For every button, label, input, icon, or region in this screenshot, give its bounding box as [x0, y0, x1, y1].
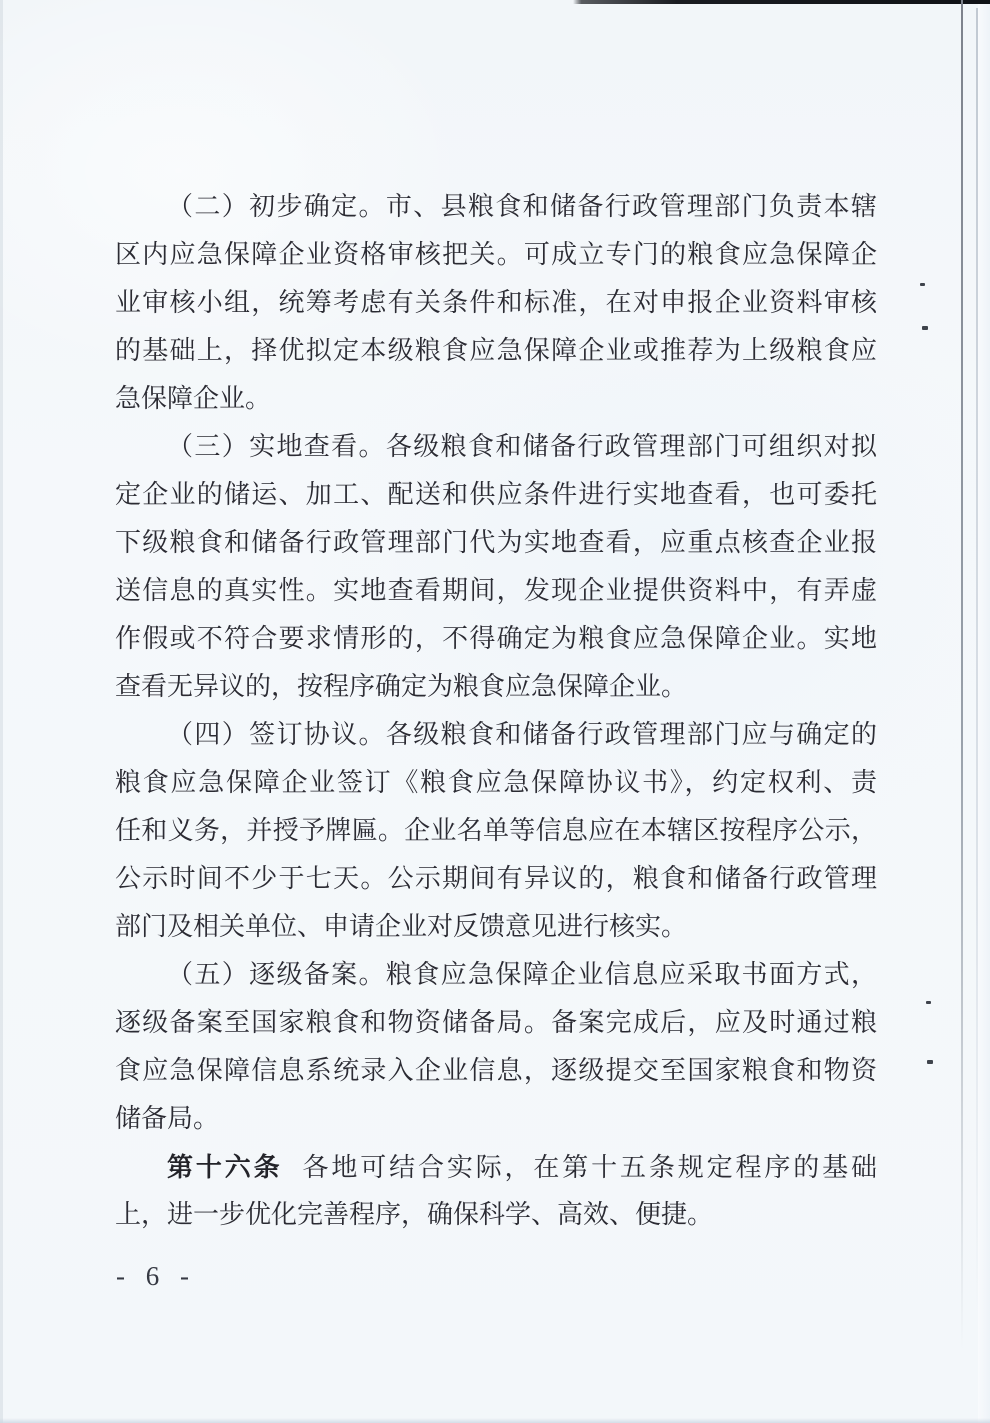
text-line: 下级粮食和储备行政管理部门代为实地查看，应重点核查企业报: [115, 528, 877, 557]
scan-edge-left: [0, 0, 3, 1423]
text-line: 任和义务，并授予牌匾。企业名单等信息应在本辖区按程序公示，: [115, 816, 877, 845]
text-line: [115, 1143, 877, 1191]
text-line: 食应急保障信息系统录入企业信息，逐级提交至国家粮食和物资: [115, 1056, 877, 1085]
text-line: 粮食应急保障企业签订《粮食应急保障协议书》，约定权利、责: [115, 768, 877, 797]
text-line: 公示时间不少于七天。公示期间有异议的，粮食和储备行政管理: [115, 864, 877, 893]
page-number: - 6 -: [116, 1261, 196, 1291]
text-line: 的基础上，择优拟定本级粮食应急保障企业或推荐为上级粮食应: [115, 336, 877, 365]
text-line: 业审核小组，统筹考虑有关条件和标准，在对申报企业资料审核: [115, 288, 877, 317]
paragraph-item-3: [115, 423, 877, 711]
scan-speck: [926, 1001, 931, 1004]
text-line: 部门及相关单位、申请企业对反馈意见进行核实。: [115, 912, 688, 941]
paragraph-item-4: [115, 711, 877, 951]
scan-speck: [927, 1060, 933, 1064]
text-line: 查看无异议的，按程序确定为粮食应急保障企业。: [115, 672, 688, 701]
scan-speck: [920, 283, 925, 286]
paragraph-article-16: [115, 1143, 877, 1239]
paragraph-item-5: [115, 951, 877, 1143]
scan-paper-edge-right: [978, 0, 990, 1423]
text-line: （二）初步确定。市、县粮食和储备行政管理部门负责本辖: [167, 192, 877, 221]
text-line: 定企业的储运、加工、配送和供应条件进行实地查看，也可委托: [115, 480, 877, 509]
paragraph-item-2: [115, 183, 877, 423]
article-16-term: 第十六条: [167, 1152, 283, 1182]
text-line: 区内应急保障企业资格审核把关。可成立专门的粮食应急保障企: [115, 240, 877, 269]
scan-edge-right-line-faint: [976, 8, 978, 1318]
scan-edge-right-line: [961, 0, 963, 1350]
scan-edge-top: [573, 0, 990, 4]
text-line: 储备局。: [115, 1104, 220, 1133]
article-16-text: 各地可结合实际，在第十五条规定程序的基础: [302, 1153, 877, 1182]
text-line: 送信息的真实性。实地查看期间，发现企业提供资料中，有弄虚: [115, 576, 877, 605]
scan-edge-bottom: [0, 1418, 990, 1423]
text-line: 逐级备案至国家粮食和物资储备局。备案完成后，应及时通过粮: [115, 1008, 877, 1037]
text-line: 上，进一步优化完善程序，确保科学、高效、便捷。: [115, 1200, 714, 1229]
text-line: （五）逐级备案。粮食应急保障企业信息应采取书面方式，: [167, 960, 877, 989]
text-line: （四）签订协议。各级粮食和储备行政管理部门应与确定的: [167, 720, 877, 749]
text-line: 急保障企业。: [115, 384, 272, 413]
text-line: （三）实地查看。各级粮食和储备行政管理部门可组织对拟: [167, 432, 877, 461]
text-line: 作假或不符合要求情形的，不得确定为粮食应急保障企业。实地: [115, 624, 877, 653]
scan-speck: [922, 326, 928, 330]
document-text: [115, 183, 877, 1239]
